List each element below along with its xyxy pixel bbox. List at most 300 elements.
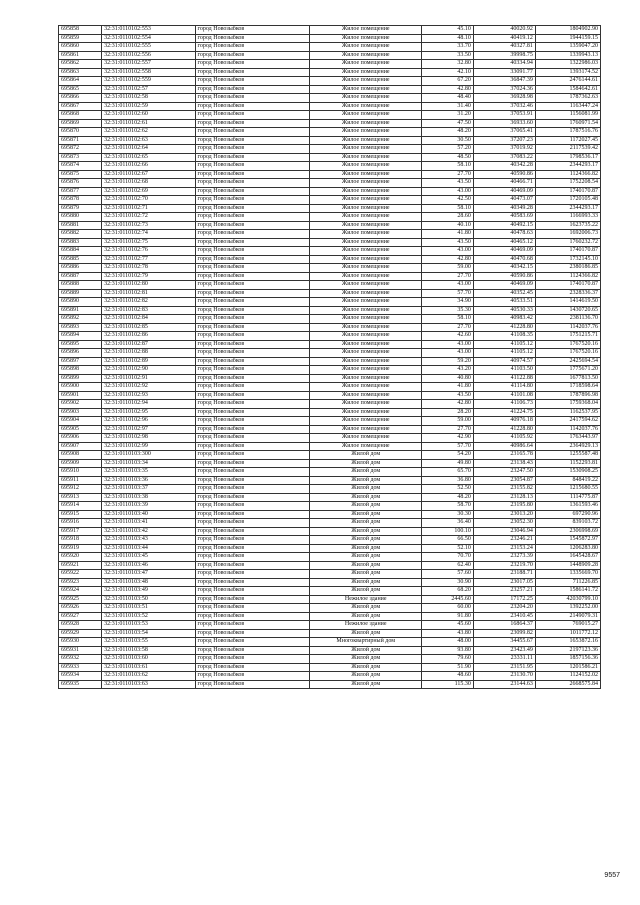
area-value-cell: 45.10: [422, 26, 473, 35]
specific-cost-value-cell: 36928.98: [473, 94, 535, 103]
cadastral-value-cell: 1142037.76: [535, 425, 600, 434]
area-value-cell: 68.20: [422, 587, 473, 596]
cadastral-value-cell: 1201586.21: [535, 663, 600, 672]
cadastral-value-cell: 1653872.16: [535, 638, 600, 647]
locality-cell: город Новозыбков: [195, 94, 309, 103]
record-number-cell: 695861: [59, 51, 102, 60]
record-number-cell: 695904: [59, 417, 102, 426]
locality-cell: город Новозыбков: [195, 536, 309, 545]
cadastral-number-cell: 32:31:0110103:50: [102, 595, 195, 604]
object-type-cell: Жилой дом: [310, 476, 422, 485]
record-number-cell: 695931: [59, 646, 102, 655]
specific-cost-value-cell: 23138.43: [473, 459, 535, 468]
table-row: [59, 578, 601, 587]
area-value-cell: 47.50: [422, 119, 473, 128]
area-value-cell: 27.70: [422, 323, 473, 332]
specific-cost-value-cell: 40974.57: [473, 357, 535, 366]
specific-cost-value-cell: 40469.09: [473, 187, 535, 196]
record-number-cell: 695882: [59, 230, 102, 239]
specific-cost-value-cell: 40466.71: [473, 179, 535, 188]
area-value-cell: 33.70: [422, 43, 473, 52]
cadastral-number-cell: 32:31:0110102:99: [102, 442, 195, 451]
area-value-cell: 48.00: [422, 638, 473, 647]
area-value-cell: 57.70: [422, 289, 473, 298]
area-value-cell: 41.80: [422, 383, 473, 392]
cadastral-number-cell: 32:31:0110102:67: [102, 170, 195, 179]
locality-cell: город Новозыбков: [195, 638, 309, 647]
record-number-cell: 695868: [59, 111, 102, 120]
object-type-cell: Жилой дом: [310, 536, 422, 545]
cadastral-value-cell: 2344293.17: [535, 162, 600, 171]
table-row: [59, 281, 601, 290]
area-value-cell: 33.50: [422, 51, 473, 60]
table-row: [59, 383, 601, 392]
cadastral-value-cell: 2364929.13: [535, 442, 600, 451]
record-number-cell: 695876: [59, 179, 102, 188]
object-type-cell: Жилое помещение: [310, 323, 422, 332]
table-row: [59, 306, 601, 315]
cadastral-value-cell: 711226.85: [535, 578, 600, 587]
object-type-cell: Жилой дом: [310, 502, 422, 511]
specific-cost-value-cell: 41122.88: [473, 374, 535, 383]
specific-cost-value-cell: 41105.92: [473, 434, 535, 443]
table-row: [59, 153, 601, 162]
cadastral-number-cell: 32:31:0110102:77: [102, 255, 195, 264]
cadastral-value-cell: 2417594.62: [535, 417, 600, 426]
locality-cell: город Новозыбков: [195, 459, 309, 468]
table-row: [59, 485, 601, 494]
cadastral-number-cell: 32:31:0110102:74: [102, 230, 195, 239]
area-value-cell: 27.70: [422, 425, 473, 434]
object-type-cell: Жилое помещение: [310, 400, 422, 409]
locality-cell: город Новозыбков: [195, 468, 309, 477]
record-number-cell: 695907: [59, 442, 102, 451]
cadastral-value-cell: 1944159.15: [535, 34, 600, 43]
object-type-cell: Жилое помещение: [310, 170, 422, 179]
object-type-cell: Жилое помещение: [310, 162, 422, 171]
record-number-cell: 695895: [59, 340, 102, 349]
object-type-cell: Жилое помещение: [310, 204, 422, 213]
cadastral-value-cell: 1152293.81: [535, 459, 600, 468]
area-value-cell: 43.00: [422, 349, 473, 358]
cadastral-value-cell: 2117539.42: [535, 145, 600, 154]
table-row: [59, 468, 601, 477]
record-number-cell: 695877: [59, 187, 102, 196]
area-value-cell: 59.20: [422, 357, 473, 366]
specific-cost-value-cell: 40473.07: [473, 196, 535, 205]
record-number-cell: 695905: [59, 425, 102, 434]
record-number-cell: 695914: [59, 502, 102, 511]
table-row: [59, 77, 601, 86]
object-type-cell: Жилой дом: [310, 493, 422, 502]
locality-cell: город Новозыбков: [195, 553, 309, 562]
table-row: [59, 315, 601, 324]
cadastral-number-cell: 32:31:0110102:93: [102, 391, 195, 400]
cadastral-value-cell: 1645428.67: [535, 553, 600, 562]
record-number-cell: 695879: [59, 204, 102, 213]
cadastral-value-cell: 1752208.54: [535, 179, 600, 188]
cadastral-value-cell: 839103.72: [535, 519, 600, 528]
cadastral-number-cell: 32:31:0110102:61: [102, 119, 195, 128]
locality-cell: город Новозыбков: [195, 34, 309, 43]
record-number-cell: 695928: [59, 621, 102, 630]
record-number-cell: 695896: [59, 349, 102, 358]
cadastral-number-cell: 32:31:0110102:557: [102, 60, 195, 69]
cadastral-value-cell: 2344293.17: [535, 204, 600, 213]
area-value-cell: 43.00: [422, 247, 473, 256]
specific-cost-value-cell: 23155.82: [473, 485, 535, 494]
object-type-cell: Жилой дом: [310, 587, 422, 596]
locality-cell: город Новозыбков: [195, 77, 309, 86]
record-number-cell: 695923: [59, 578, 102, 587]
table-row: [59, 493, 601, 502]
locality-cell: город Новозыбков: [195, 587, 309, 596]
record-number-cell: 695874: [59, 162, 102, 171]
table-row: [59, 102, 601, 111]
area-value-cell: 42.80: [422, 400, 473, 409]
object-type-cell: Жилое помещение: [310, 289, 422, 298]
record-number-cell: 695892: [59, 315, 102, 324]
area-value-cell: 70.70: [422, 553, 473, 562]
object-type-cell: Жилое помещение: [310, 187, 422, 196]
table-row: [59, 272, 601, 281]
table-row: [59, 323, 601, 332]
cadastral-number-cell: 32:31:0110103:45: [102, 553, 195, 562]
specific-cost-value-cell: 23153.24: [473, 544, 535, 553]
specific-cost-value-cell: 40590.86: [473, 272, 535, 281]
specific-cost-value-cell: 40469.09: [473, 281, 535, 290]
specific-cost-value-cell: 23017.05: [473, 578, 535, 587]
record-number-cell: 695901: [59, 391, 102, 400]
object-type-cell: Жилой дом: [310, 468, 422, 477]
area-value-cell: 57.20: [422, 145, 473, 154]
cadastral-value-cell: 1759368.04: [535, 400, 600, 409]
cadastral-value-cell: 1732145.10: [535, 255, 600, 264]
specific-cost-value-cell: 41101.08: [473, 391, 535, 400]
table-row: [59, 196, 601, 205]
table-row: [59, 170, 601, 179]
area-value-cell: 58.10: [422, 162, 473, 171]
cadastral-value-cell: 1124152.02: [535, 672, 600, 681]
locality-cell: город Новозыбков: [195, 604, 309, 613]
record-number-cell: 695918: [59, 536, 102, 545]
record-number-cell: 695869: [59, 119, 102, 128]
table-row: [59, 544, 601, 553]
table-row: [59, 179, 601, 188]
specific-cost-value-cell: 40342.15: [473, 264, 535, 273]
object-type-cell: Жилое помещение: [310, 357, 422, 366]
cadastral-value-cell: 1740170.87: [535, 247, 600, 256]
record-number-cell: 695880: [59, 213, 102, 222]
cadastral-number-cell: 32:31:0110102:556: [102, 51, 195, 60]
cadastral-number-cell: 32:31:0110103:35: [102, 468, 195, 477]
cadastral-value-cell: 1775671.20: [535, 366, 600, 375]
table-row: [59, 434, 601, 443]
area-value-cell: 57.70: [422, 442, 473, 451]
specific-cost-value-cell: 23247.50: [473, 468, 535, 477]
locality-cell: город Новозыбков: [195, 264, 309, 273]
object-type-cell: Многоквартирный дом: [310, 638, 422, 647]
table-row: [59, 510, 601, 519]
locality-cell: город Новозыбков: [195, 417, 309, 426]
specific-cost-value-cell: 40583.69: [473, 213, 535, 222]
object-type-cell: Жилое помещение: [310, 281, 422, 290]
area-value-cell: 42.90: [422, 434, 473, 443]
cadastral-number-cell: 32:31:0110102:90: [102, 366, 195, 375]
specific-cost-value-cell: 40342.28: [473, 162, 535, 171]
specific-cost-value-cell: 40533.51: [473, 298, 535, 307]
specific-cost-value-cell: 23130.70: [473, 672, 535, 681]
object-type-cell: Жилое помещение: [310, 68, 422, 77]
cadastral-value-cell: 1339943.13: [535, 51, 600, 60]
object-type-cell: Жилой дом: [310, 672, 422, 681]
cadastral-value-cell: 2381136.70: [535, 315, 600, 324]
object-type-cell: Жилое помещение: [310, 349, 422, 358]
table-row: [59, 527, 601, 536]
locality-cell: город Новозыбков: [195, 578, 309, 587]
table-row: [59, 34, 601, 43]
object-type-cell: Жилое помещение: [310, 315, 422, 324]
record-number-cell: 695863: [59, 68, 102, 77]
specific-cost-value-cell: 23099.82: [473, 629, 535, 638]
cadastral-number-cell: 32:31:0110102:63: [102, 136, 195, 145]
object-type-cell: Жилое помещение: [310, 272, 422, 281]
cadastral-number-cell: 32:31:0110102:62: [102, 128, 195, 137]
record-number-cell: 695893: [59, 323, 102, 332]
area-value-cell: 43.50: [422, 238, 473, 247]
record-number-cell: 695906: [59, 434, 102, 443]
cadastral-number-cell: 32:31:0110103:52: [102, 612, 195, 621]
cadastral-value-cell: 1857156.36: [535, 655, 600, 664]
record-number-cell: 695881: [59, 221, 102, 230]
object-type-cell: Жилой дом: [310, 646, 422, 655]
table-row: [59, 655, 601, 664]
locality-cell: город Новозыбков: [195, 255, 309, 264]
cadastral-value-cell: 1162537.95: [535, 408, 600, 417]
record-number-cell: 695865: [59, 85, 102, 94]
table-row: [59, 111, 601, 120]
record-number-cell: 695886: [59, 264, 102, 273]
area-value-cell: 36.80: [422, 476, 473, 485]
locality-cell: город Новозыбков: [195, 162, 309, 171]
cadastral-number-cell: 32:31:0110103:60: [102, 655, 195, 664]
cadastral-number-cell: 32:31:0110102:88: [102, 349, 195, 358]
locality-cell: город Новозыбков: [195, 43, 309, 52]
record-number-cell: 695913: [59, 493, 102, 502]
locality-cell: город Новозыбков: [195, 655, 309, 664]
cadastral-number-cell: 32:31:0110103:37: [102, 485, 195, 494]
cadastral-number-cell: 32:31:0110103:48: [102, 578, 195, 587]
cadastral-number-cell: 32:31:0110103:43: [102, 536, 195, 545]
table-row: [59, 26, 601, 35]
table-row: [59, 663, 601, 672]
record-number-cell: 695934: [59, 672, 102, 681]
cadastral-value-cell: 1586141.72: [535, 587, 600, 596]
object-type-cell: Жилой дом: [310, 604, 422, 613]
area-value-cell: 52.10: [422, 544, 473, 553]
table-row: [59, 204, 601, 213]
cadastral-value-cell: 1322986.03: [535, 60, 600, 69]
cadastral-number-cell: 32:31:0110102:79: [102, 272, 195, 281]
area-value-cell: 59.00: [422, 264, 473, 273]
specific-cost-value-cell: 23046.94: [473, 527, 535, 536]
area-value-cell: 60.00: [422, 604, 473, 613]
cadastral-value-cell: 1787362.63: [535, 94, 600, 103]
locality-cell: город Новозыбков: [195, 680, 309, 689]
cadastral-value-cell: 1448909.28: [535, 561, 600, 570]
area-value-cell: 49.80: [422, 459, 473, 468]
table-row: [59, 43, 601, 52]
table-row: [59, 94, 601, 103]
specific-cost-value-cell: 23013.20: [473, 510, 535, 519]
specific-cost-value-cell: 40590.86: [473, 170, 535, 179]
object-type-cell: Жилой дом: [310, 663, 422, 672]
specific-cost-value-cell: 23257.21: [473, 587, 535, 596]
record-number-cell: 695887: [59, 272, 102, 281]
locality-cell: город Новозыбков: [195, 204, 309, 213]
specific-cost-value-cell: 37024.36: [473, 85, 535, 94]
record-number-cell: 695890: [59, 298, 102, 307]
locality-cell: город Новозыбков: [195, 221, 309, 230]
table-row: [59, 145, 601, 154]
locality-cell: город Новозыбков: [195, 196, 309, 205]
cadastral-value-cell: 1392252.00: [535, 604, 600, 613]
object-type-cell: Жилое помещение: [310, 179, 422, 188]
object-type-cell: Жилое помещение: [310, 340, 422, 349]
cadastral-value-cell: 1530908.25: [535, 468, 600, 477]
specific-cost-value-cell: 40976.18: [473, 417, 535, 426]
specific-cost-value-cell: 40492.15: [473, 221, 535, 230]
locality-cell: город Новозыбков: [195, 26, 309, 35]
cadastral-number-cell: 32:31:0110103:46: [102, 561, 195, 570]
table-row: [59, 553, 601, 562]
locality-cell: город Новозыбков: [195, 306, 309, 315]
table-row: [59, 476, 601, 485]
area-value-cell: 27.70: [422, 170, 473, 179]
object-type-cell: Жилое помещение: [310, 417, 422, 426]
object-type-cell: Жилой дом: [310, 680, 422, 689]
locality-cell: город Новозыбков: [195, 383, 309, 392]
cadastral-value-cell: 1692006.73: [535, 230, 600, 239]
area-value-cell: 58.10: [422, 315, 473, 324]
cadastral-number-cell: 32:31:0110102:68: [102, 179, 195, 188]
area-value-cell: 31.20: [422, 111, 473, 120]
object-type-cell: Жилой дом: [310, 561, 422, 570]
record-number-cell: 695925: [59, 595, 102, 604]
area-value-cell: 48.20: [422, 128, 473, 137]
object-type-cell: Жилое помещение: [310, 264, 422, 273]
record-number-cell: 695859: [59, 34, 102, 43]
cadastral-value-cell: 2668575.84: [535, 680, 600, 689]
specific-cost-value-cell: 23219.70: [473, 561, 535, 570]
area-value-cell: 42.80: [422, 255, 473, 264]
table-row: [59, 374, 601, 383]
cadastral-number-cell: 32:31:0110102:71: [102, 204, 195, 213]
cadastral-number-cell: 32:31:0110102:553: [102, 26, 195, 35]
table-row: [59, 459, 601, 468]
table-row: [59, 672, 601, 681]
area-value-cell: 79.60: [422, 655, 473, 664]
area-value-cell: 54.20: [422, 451, 473, 460]
specific-cost-value-cell: 16864.37: [473, 621, 535, 630]
record-number-cell: 695910: [59, 468, 102, 477]
cadastral-value-cell: 1584642.61: [535, 85, 600, 94]
cadastral-number-cell: 32:31:0110102:555: [102, 43, 195, 52]
record-number-cell: 695912: [59, 485, 102, 494]
table-row: [59, 349, 601, 358]
object-type-cell: Жилое помещение: [310, 51, 422, 60]
specific-cost-value-cell: 41105.12: [473, 340, 535, 349]
cadastral-value-cell: 848419.22: [535, 476, 600, 485]
table-row: [59, 230, 601, 239]
cadastral-value-cell: 2328336.37: [535, 289, 600, 298]
table-row: [59, 187, 601, 196]
locality-cell: город Новозыбков: [195, 561, 309, 570]
record-number-cell: 695933: [59, 663, 102, 672]
table-row: [59, 298, 601, 307]
locality-cell: город Новозыбков: [195, 170, 309, 179]
object-type-cell: Жилой дом: [310, 544, 422, 553]
specific-cost-value-cell: 40530.33: [473, 306, 535, 315]
locality-cell: город Новозыбков: [195, 60, 309, 69]
table-row: [59, 646, 601, 655]
record-number-cell: 695929: [59, 629, 102, 638]
cadastral-value-cell: 1206283.80: [535, 544, 600, 553]
object-type-cell: Жилое помещение: [310, 136, 422, 145]
cadastral-value-cell: 769015.27: [535, 621, 600, 630]
record-number-cell: 695900: [59, 383, 102, 392]
specific-cost-value-cell: 40469.09: [473, 247, 535, 256]
cadastral-number-cell: 32:31:0110103:42: [102, 527, 195, 536]
cadastral-number-cell: 32:31:0110102:64: [102, 145, 195, 154]
table-row: [59, 60, 601, 69]
locality-cell: город Новозыбков: [195, 272, 309, 281]
record-number-cell: 695866: [59, 94, 102, 103]
object-type-cell: Жилое помещение: [310, 332, 422, 341]
table-row: [59, 85, 601, 94]
specific-cost-value-cell: 41224.75: [473, 408, 535, 417]
table-row: [59, 621, 601, 630]
area-value-cell: 62.40: [422, 561, 473, 570]
cadastral-number-cell: 32:31:0110102:76: [102, 247, 195, 256]
cadastral-number-cell: 32:31:0110103:44: [102, 544, 195, 553]
object-type-cell: Жилое помещение: [310, 391, 422, 400]
locality-cell: город Новозыбков: [195, 451, 309, 460]
object-type-cell: Жилое помещение: [310, 425, 422, 434]
record-number-cell: 695875: [59, 170, 102, 179]
object-type-cell: Жилой дом: [310, 553, 422, 562]
cadastral-number-cell: 32:31:0110102:78: [102, 264, 195, 273]
table-row: [59, 442, 601, 451]
record-number-cell: 695878: [59, 196, 102, 205]
cadastral-number-cell: 32:31:0110102:82: [102, 298, 195, 307]
specific-cost-value-cell: 36933.60: [473, 119, 535, 128]
cadastral-number-cell: 32:31:0110102:87: [102, 340, 195, 349]
cadastral-value-cell: 1156081.99: [535, 111, 600, 120]
area-value-cell: 52.50: [422, 485, 473, 494]
locality-cell: город Новозыбков: [195, 400, 309, 409]
locality-cell: город Новозыбков: [195, 621, 309, 630]
record-number-cell: 695922: [59, 570, 102, 579]
object-type-cell: Жилое помещение: [310, 366, 422, 375]
table-row: [59, 221, 601, 230]
table-row: [59, 536, 601, 545]
object-type-cell: Жилое помещение: [310, 111, 422, 120]
specific-cost-value-cell: 23054.87: [473, 476, 535, 485]
record-number-cell: 695908: [59, 451, 102, 460]
locality-cell: город Новозыбков: [195, 281, 309, 290]
record-number-cell: 695872: [59, 145, 102, 154]
